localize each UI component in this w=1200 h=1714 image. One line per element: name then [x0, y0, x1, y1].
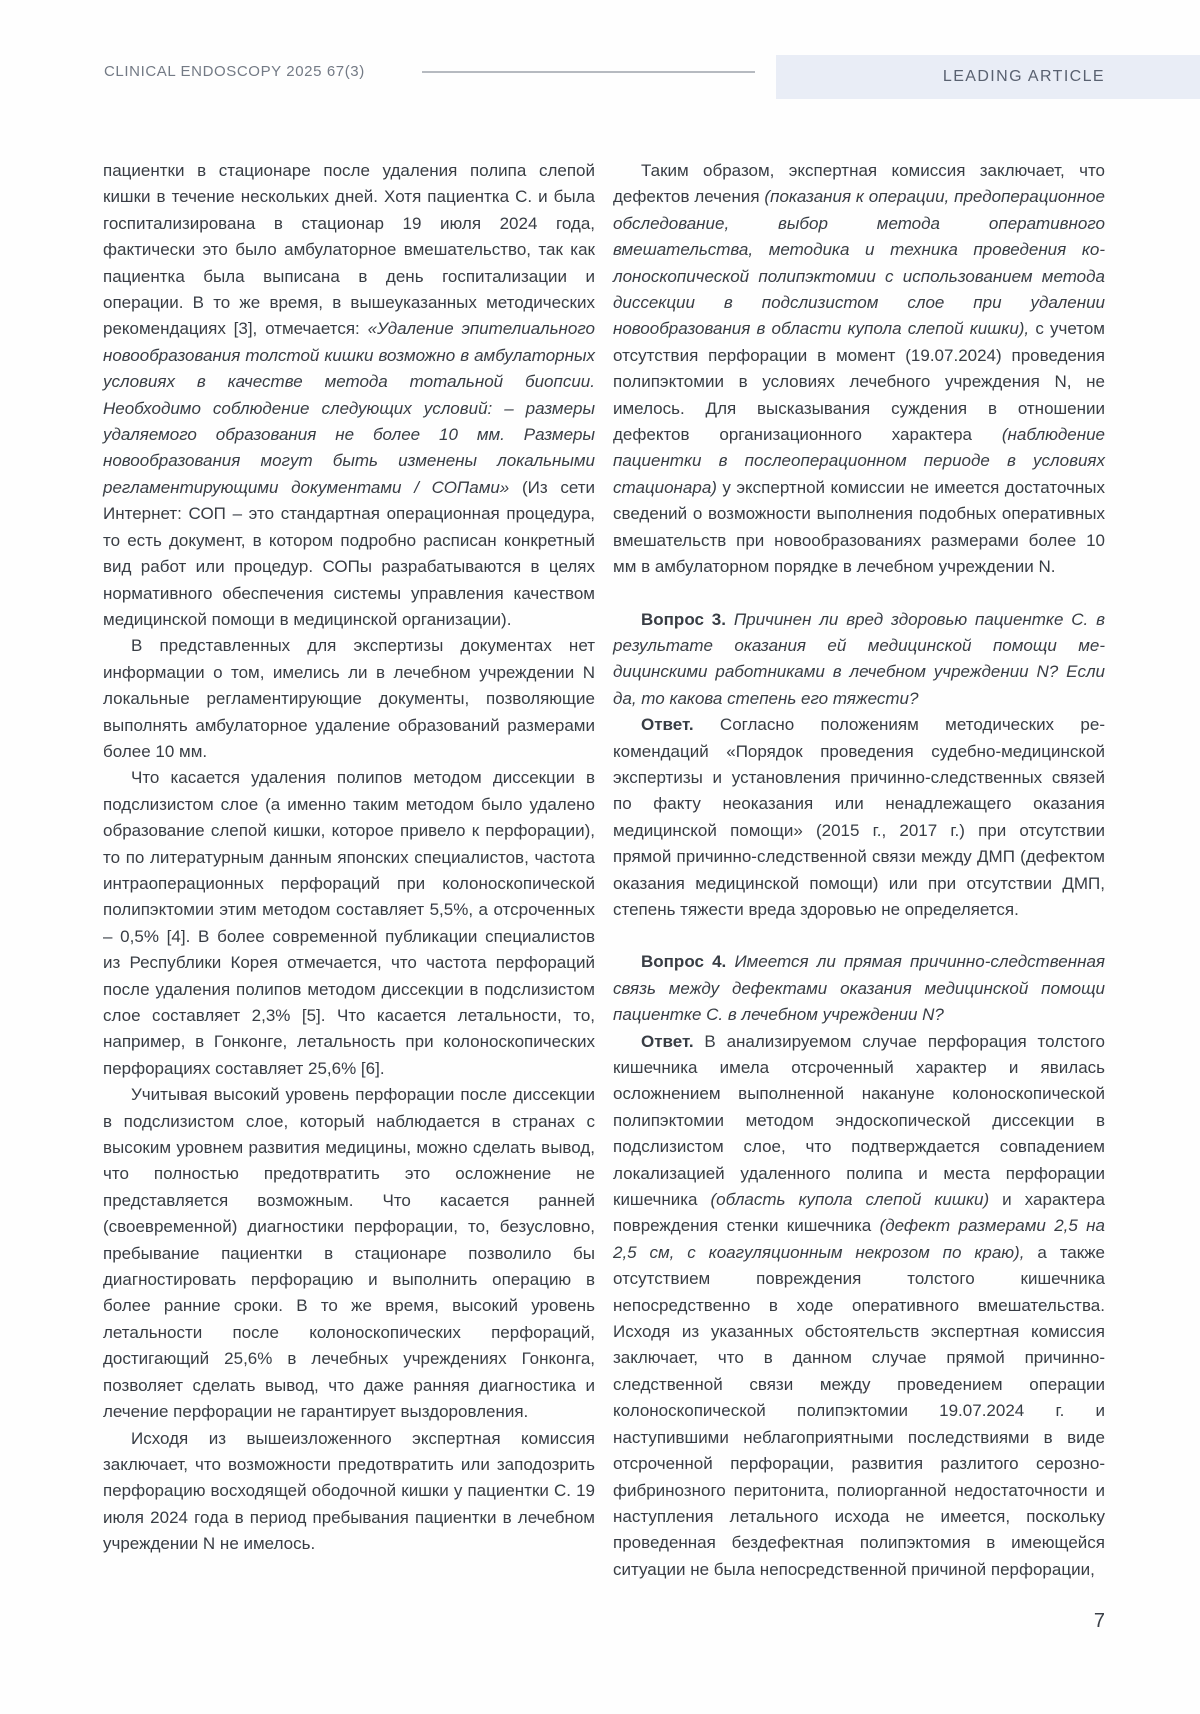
text-run: Таким образом, экспертная комиссия заключает, что дефектов лечения [613, 161, 1105, 207]
paragraph [103, 158, 595, 633]
paragraph [103, 633, 595, 765]
header-divider [422, 71, 755, 73]
paragraph [613, 949, 1105, 1028]
run-bold: Вопрос 4. [641, 952, 727, 972]
paragraph [613, 158, 1105, 581]
text-run: Что касается удаления полипов методом диссекции в подслизистом слое (а именно таким методом было удалено образование слепой кишки, которое привело к перфорации), то по литературным данным японских специалистов, частота интраоперационных перфораций при колоноскопической полипэктомии этим методом составляет 5,5%, а отсроченных – 0,5% [4]. В более современной публикации специалистов из Республики Корея отмечается, что частота перфораций после удаления полипов методом диссекции в подслизистом слое составляет 2,3% [5]. Что касается летальности, то, например, в Гонконге, летальность при колоноскопических перфорациях составляет 25,6% [6]. [103, 768, 595, 1078]
paragraph [613, 712, 1105, 923]
text-run: Исходя из вышеизложенного экспертная комиссия заключает, что возможности предотвратить или заподозрить перфорацию восходящей ободочной кишки у пациентки С. 19 июля 2024 года в период пребывания пациентки в лечебном учреждении N не имелось. [103, 1428, 595, 1554]
journal-reference: CLINICAL ENDOSCOPY 2025 67(3) [104, 63, 365, 80]
text-run: с учетом отсутствия перфорации в момент (19.07.2024) проведения полипэктомии в условиях лечебного учреждения N, не имелось. Для высказывания суждения в отношении дефектов организационного характера [613, 319, 1105, 445]
text-run: В анализируемом случае перфорация толстого кишечника имела отсроченный характер и явилась осложнением выполненной накануне колоноскопической полипэктомии методом эндоскопической диссекции в подслизистом слое, что подтверждается совпадением локализацией удаленного полипа и места перфорации кишечника [613, 1031, 1105, 1210]
paragraph [103, 1082, 595, 1425]
run-italic: Имеется ли прямая причинно-следственная связь между дефектами оказания медицинской помощи пациентке С. в лечебном учреждении N? [613, 952, 1105, 1025]
article-column-right [613, 158, 1105, 1583]
paragraph [103, 1426, 595, 1558]
section-label-box [776, 55, 1200, 99]
article-column-left [103, 158, 595, 1558]
run-bold: Ответ. [641, 715, 694, 735]
text-run: и характера повреждения стенки кишечника [613, 1190, 1105, 1236]
run-italic: (область купола слепой кишки) [710, 1190, 990, 1210]
run-italic: (показания к операции, предоперационное обследование, выбор метода оперативного вмешательства, методика и техника проведения колоноскопической полипэктомии с использованием метода диссекции в подслизистом слое при удалении новообразования в области купола слепой кишки), [613, 187, 1106, 339]
run-bold: Ответ. [641, 1031, 694, 1051]
run-bold: Вопрос 3. [641, 609, 726, 629]
paragraph [613, 1029, 1105, 1584]
text-run: В представленных для экспертизы документах нет информации о том, имелись ли в лечебном учреждении N локальные регламентирующие документы, позволяющие выполнять амбулаторное удаление образований размерами более 10 мм. [103, 636, 595, 761]
text-run: пациентки в стационаре после удаления полипа слепой кишки в течение нескольких дней. Хотя пациентка С. и была госпитализирована в стационар 19 июля 2024 года, фактически это было амбулаторное вмешательство, так как пациентка была выписана в день госпитализации и операции. В то же время, в вышеуказанных методических рекомендациях [3], отмечается: [103, 161, 595, 339]
text-run: у экспертной комиссии не имеется достаточных сведений о возможности выполнения подобных оперативных вмешательств при новообразованиях размерами более 10 мм в амбулаторном порядке в лечебном учреждении N. [613, 477, 1105, 577]
run-italic: «Удаление эпителиального новообразования толстой кишки возможно в амбулаторных условиях в качестве метода тотальной биопсии. Необходимо соблюдение следующих условий: – размеры удаляемого образования не более 10 мм. Размеры новообразования могут быть изменены локальными регламентирующими документами / СОПами» [103, 319, 595, 497]
run-italic: Причинен ли вред здоровью пациентке С. в результате оказания ей медицинской помощи медицинскими работниками в лечебном учреждении N? Если да, то какова степень его тяжести? [613, 609, 1105, 708]
paragraph [103, 765, 595, 1082]
paragraph [613, 607, 1105, 713]
text-run: Учитывая высокий уровень перфорации после диссекции в подслизистом слое, который наблюдается в странах с высоким уровнем развития медицины, можно сделать вывод, что полностью предотвратить это осложнение не представляется возможным. Что касается ранней (своевременной) диагностики перфорации, то, безусловно, пребывание пациентки в стационаре позволило бы диагностировать перфорацию и выполнить операцию в более ранние сроки. В то же время, высокий уровень летальности после колоноскопических перфораций, достигающий 25,6% в лечебных учреждениях Гонконга, позволяет сделать вывод, что даже ранняя диагностика и лечение перфорации не гарантирует выздоровления. [103, 1085, 595, 1422]
run-italic: (дефект размерами 2,5 на 2,5 см, с коагуляционным некрозом по краю), [613, 1216, 1105, 1262]
text-run: а также отсутствием повреждения толстого кишечника непосредственно в ходе оперативного вмешательства. Исходя из указанных обстоятельств экспертная комиссия заключает, что в данном случае прямой причинно-следственной связи между проведением операции колоноскопической полипэктомии 19.07.2024 г. и наступившими неблагоприятными последствиями в виде отсроченной перфорации, развития разлитого серозно-фибринозного перитонита, полиорганной недостаточности и наступления летального исхода не имеется, поскольку проведенная бездефектная полипэктомия в имеющейся ситуации не была непосредственной причиной перфорации, [613, 1242, 1106, 1579]
page-number: 7 [1093, 1610, 1105, 1632]
text-run: Согласно положениям методических рекомендаций «Порядок проведения судебно-медицинской экспертизы и установления причинно-следственных связей по факту неоказания или ненадлежащего оказания медицинской помощи» (2015 г., 2017 г.) при отсутствии прямой причинно-следственной связи между ДМП (дефектом оказания медицинской помощи) или при отсутствии ДМП, степень тяжести вреда здоровью не определяется. [613, 715, 1105, 919]
run-italic: (наблюдение пациентки в послеоперационном периоде в условиях стационара) [613, 425, 1105, 497]
text-run: (Из сети Интернет: СОП – это стандартная операционная процедура, то есть документ, в котором подробно расписан конкретный вид работ или процедур. СОПы разрабатываются в целях нормативного обеспечения системы управления качеством медицинской помощи в медицинской организации). [103, 477, 596, 629]
section-label: LEADING ARTICLE [942, 68, 1105, 85]
